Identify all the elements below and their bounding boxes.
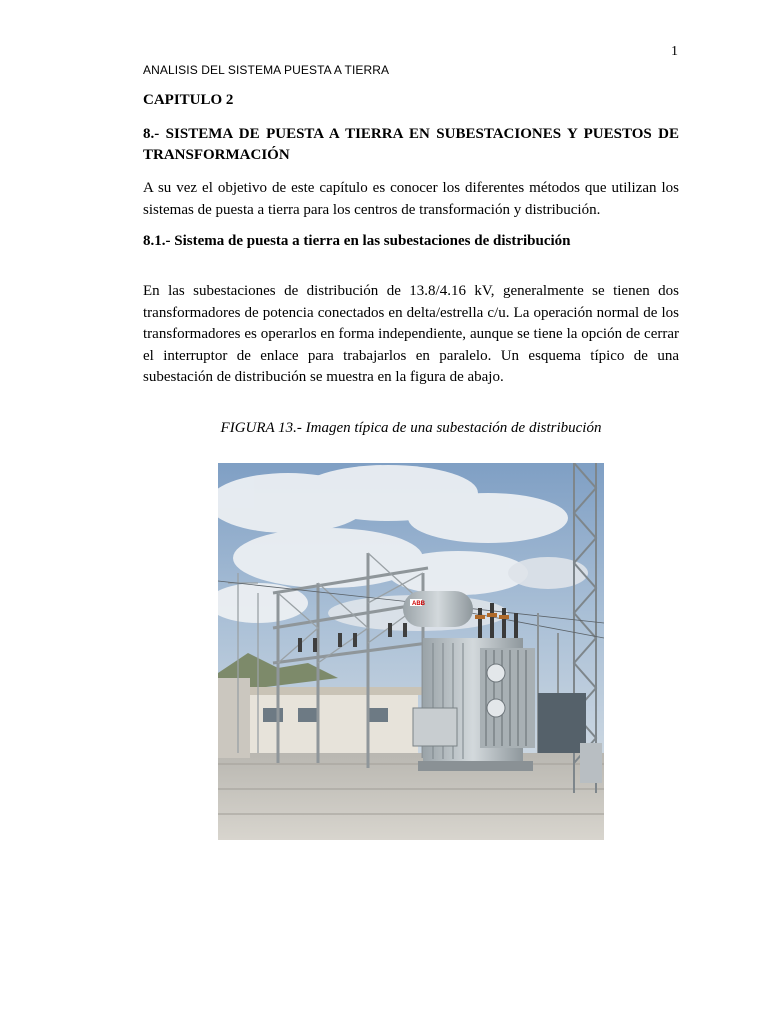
intro-paragraph: A su vez el objetivo de este capítulo es conocer los diferentes métodos que utilizan los sistemas de puesta a tierra para los centros de transformación y distribución. <box>143 180 679 218</box>
body-paragraph: En las subestaciones de distribución de 13.8/4.16 kV, generalmente se tienen dos transformadores de potencia conectados en delta/estrella c/u. La operación normal de los transformadores es operarlos en forma independiente, aunque se tiene la opción de cerrar el interruptor de enlace para trabajarlos en paralelo. Un esquema típico de una subestación de distribución se muestra en la figura de abajo. <box>143 283 679 385</box>
substation-photo <box>218 463 604 840</box>
section-title: 8.- SISTEMA DE PUESTA A TIERRA EN SUBESTACIONES Y PUESTOS DE TRANSFORMACIÓN <box>143 126 679 163</box>
page-number: 1 <box>671 44 678 59</box>
running-header: ANALISIS DEL SISTEMA PUESTA A TIERRA <box>143 63 390 77</box>
subsection-title: 8.1.- Sistema de puesta a tierra en las subestaciones de distribución <box>143 233 571 249</box>
chapter-heading: CAPITULO 2 <box>143 92 234 108</box>
figure-caption: FIGURA 13.- Imagen típica de una subestación de distribución <box>220 420 602 436</box>
abb-logo-mark: ABB <box>412 601 425 607</box>
